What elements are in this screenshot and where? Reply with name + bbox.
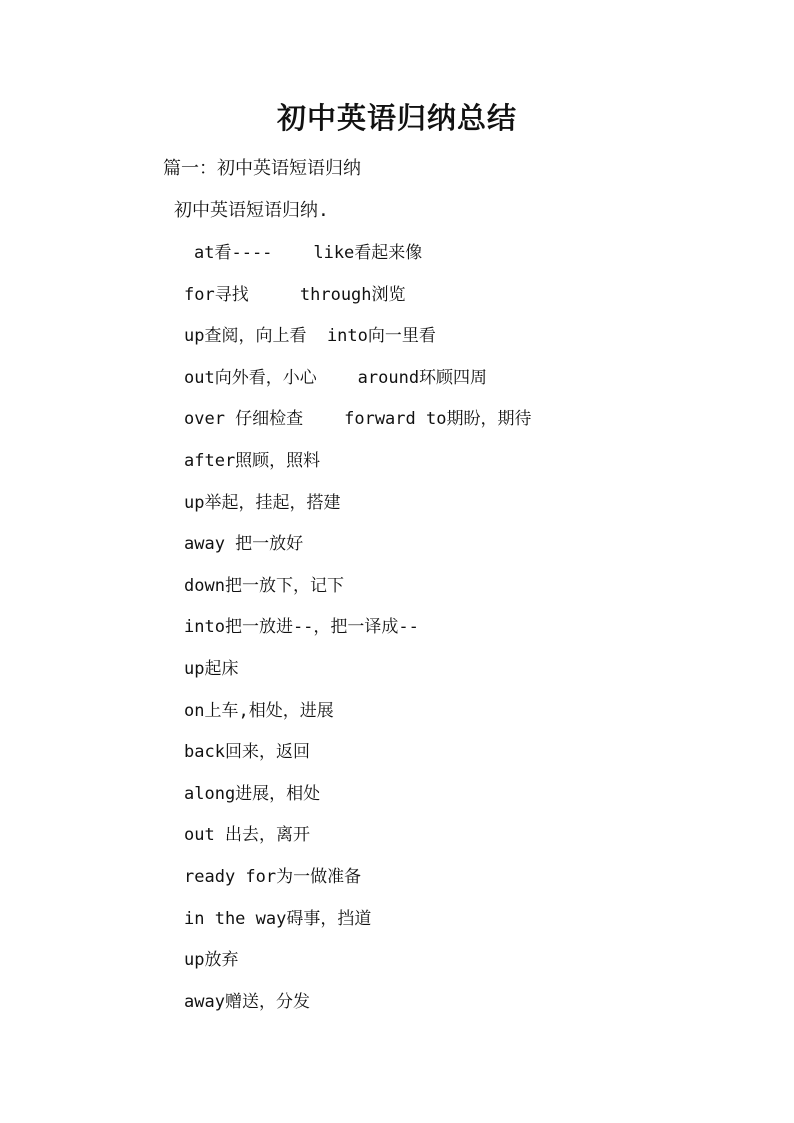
phrase-entry: ready for为一做准备 xyxy=(184,866,362,887)
phrase-entry: down把一放下，记下 xyxy=(184,575,344,596)
phrase-entry: out 出去，离开 xyxy=(184,825,310,846)
phrase-entry: up起床 xyxy=(184,658,239,679)
phrase-entry: out向外看，小心 around环顾四周 xyxy=(184,367,488,388)
subheading: 初中英语短语归纳. xyxy=(174,200,329,221)
document-title: 初中英语归纳总结 xyxy=(276,101,517,135)
phrase-entry: up举起，挂起，搭建 xyxy=(184,492,341,513)
phrase-entry: away赠送，分发 xyxy=(184,991,310,1012)
phrase-entry: into把一放进--，把一译成-- xyxy=(184,617,419,638)
phrase-entry: over 仔细检查 forward to期盼，期待 xyxy=(184,409,532,430)
phrase-entry: back回来，返回 xyxy=(184,742,310,763)
phrase-entry: for寻找 through浏览 xyxy=(184,284,406,305)
section-heading: 篇一：初中英语短语归纳 xyxy=(163,158,361,179)
phrase-entry: on上车,相处，进展 xyxy=(184,700,334,721)
phrase-entry: up查阅，向上看 into向一里看 xyxy=(184,326,436,347)
phrase-list xyxy=(184,240,531,1030)
phrase-entry: at看---- like看起来像 xyxy=(194,243,423,263)
phrase-entry: away 把一放好 xyxy=(184,534,304,555)
phrase-entry: along进展，相处 xyxy=(184,783,321,804)
phrase-entry: up放弃 xyxy=(184,950,239,971)
phrase-entry: in the way碍事，挡道 xyxy=(184,908,372,929)
phrase-entry: after照顾，照料 xyxy=(184,450,321,471)
